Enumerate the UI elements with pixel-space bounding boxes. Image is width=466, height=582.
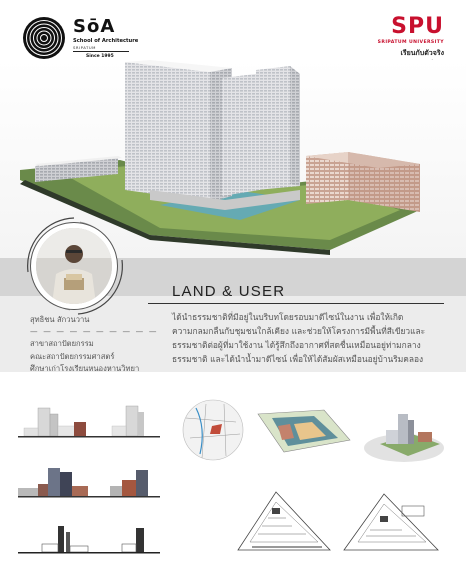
section-title: LAND & USER xyxy=(172,283,286,300)
body-line: ธรรมชาติ และได้นำน้ำมาดีไซน์ เพื่อให้ได้สัมผัสเหมือนอยู่บ้านริมคลอง xyxy=(172,354,424,364)
section-body xyxy=(172,310,444,366)
body-line: ได้นำธรรมชาติที่มีอยู่ในบริบทโดยรอบมาดีไซน์ในงาน เพื่อให้เกิด xyxy=(172,312,404,322)
spu-slogan-line1: เรียนกับตัวจริง xyxy=(400,49,444,57)
floor-plan-1 xyxy=(232,486,336,556)
section-drawing xyxy=(18,522,160,558)
spu-title: SPU xyxy=(391,14,444,39)
massing-perspective xyxy=(360,404,448,464)
student-faculty: คณะสถาปัตยกรรมศาสตร์ xyxy=(30,351,115,361)
site-plan-diagram xyxy=(254,404,354,460)
soa-logo-icon xyxy=(22,16,66,60)
student-divider: — — — — — — — — — — xyxy=(30,327,159,337)
elevation-2 xyxy=(18,462,160,502)
soa-divider xyxy=(73,51,129,52)
spu-subtitle: SRIPATUM UNIVERSITY xyxy=(377,40,444,45)
student-portrait xyxy=(36,228,112,304)
student-project: ศึกษาเก่าโรงเรียนหนองหานวิทยา xyxy=(30,363,140,373)
elevation-1 xyxy=(18,400,160,442)
student-info xyxy=(30,314,158,375)
soa-since: Since 1995 xyxy=(86,54,114,59)
student-major: สาขาสถาปัตยกรรม xyxy=(30,339,94,349)
soa-title: SōA xyxy=(73,16,116,37)
tower-main-left xyxy=(125,62,210,202)
body-line: ความกลมกลืนกับชุมชนใกล้เคียง และช่วยให้โครงการมีพื้นที่สีเขียวและ xyxy=(172,326,426,336)
student-name: สุทธิชน สักวนวาน xyxy=(30,315,90,324)
site-map xyxy=(176,398,250,462)
section-divider xyxy=(148,303,444,304)
soa-subtitle: School of Architecture xyxy=(73,38,139,44)
floor-plan-2 xyxy=(338,486,444,556)
soa-university: SRIPATUM xyxy=(73,45,96,50)
body-line: ธรรมชาติต่อผู้ที่มาใช้งาน ได้รู้สึกถึงอากาศที่สดชื่นเหมือนอยู่ท่ามกลาง xyxy=(172,340,421,350)
